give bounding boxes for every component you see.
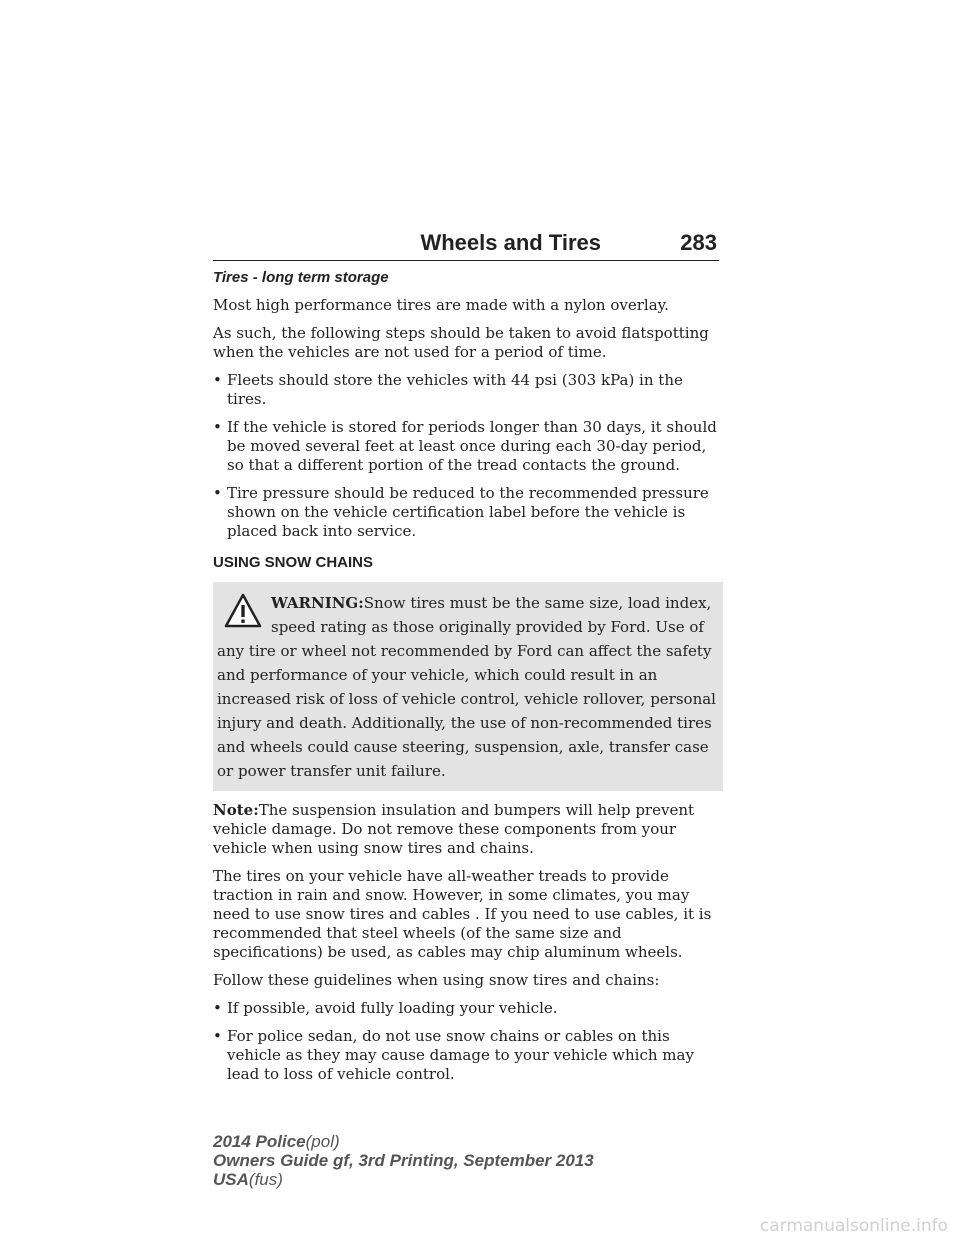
list-item-text: Fleets should store the vehicles with 44 psi (303 kPa) in the tires. [227,371,683,408]
warning-label: WARNING: [271,594,364,612]
list-item-text: If the vehicle is stored for periods longer than 30 days, it should be moved several feet at least once during each 30-day period, so that a different portion of the tread contacts the ground. [227,418,717,474]
list-item [213,999,723,1018]
list-item [213,371,723,409]
note-text: The suspension insulation and bumpers will help prevent vehicle damage. Do not remove these components from your vehicle when using snow tires and chains. [213,801,695,857]
list-item-text: For police sedan, do not use snow chains or cables on this vehicle as they may cause damage to your vehicle which may lead to loss of vehicle control. [227,1027,694,1083]
list-item [213,484,723,541]
footer-market: USA [213,1170,249,1189]
page-title: Wheels and Tires [420,230,601,255]
section-heading-long-term-storage: Tires - long term storage [213,269,389,286]
footer-line-1 [213,1132,594,1151]
page-number: 283 [680,230,717,255]
bullet-icon: • [213,371,222,389]
paragraph: The tires on your vehicle have all-weather treads to provide traction in rain and snow. However, in some climates, you may need to use snow tires and cables . If you need to use cables, it is recommended that steel wheels (of the same size and specifications) be used, as cables may chip aluminum wheels. [213,867,712,961]
list-item [213,418,723,475]
bullet-icon: • [213,999,222,1017]
page-header [213,224,719,261]
note-paragraph [213,801,723,858]
footer-line-2: Owners Guide gf, 3rd Printing, September 2013 [213,1151,594,1170]
footer-line-3 [213,1170,594,1189]
list-item-text: Tire pressure should be reduced to the recommended pressure shown on the vehicle certification label before the vehicle is placed back into service. [227,484,709,540]
list-item [213,1027,723,1084]
paragraph: Follow these guidelines when using snow tires and chains: [213,971,660,989]
footer-model: 2014 Police [213,1132,306,1151]
watermark: carmanualsonline.info [759,1216,948,1236]
footer-model-code: (pol) [305,1132,340,1151]
list-item-text: If possible, avoid fully loading your vehicle. [227,999,558,1017]
section-heading-snow-chains: USING SNOW CHAINS [213,554,374,571]
note-label: Note: [213,801,259,819]
page-footer [213,1132,594,1189]
page-content [213,268,723,1093]
paragraph: As such, the following steps should be taken to avoid flatspotting when the vehicles are not used for a period of time. [213,324,709,361]
footer-market-code: (fus) [248,1170,283,1189]
warning-text: Snow tires must be the same size, load index, speed rating as those originally provided by Ford. Use of any tire or wheel not recommended by Ford can affect the safety and performance of your vehicle, which could result in an increased risk of loss of vehicle control, vehicle rollover, personal injury and death. Additionally, the use of non-recommended tires and wheels could cause steering, suspension, axle, transfer case or power transfer unit failure. [217,594,716,780]
bullet-icon: • [213,1027,222,1045]
bullet-icon: • [213,484,222,502]
paragraph: Most high performance tires are made with a nylon overlay. [213,296,669,314]
bullet-list-storage [213,371,723,541]
bullet-icon: • [213,418,222,436]
bullet-list-snow [213,999,723,1084]
warning-box [213,582,723,791]
warning-triangle-icon [223,591,263,631]
